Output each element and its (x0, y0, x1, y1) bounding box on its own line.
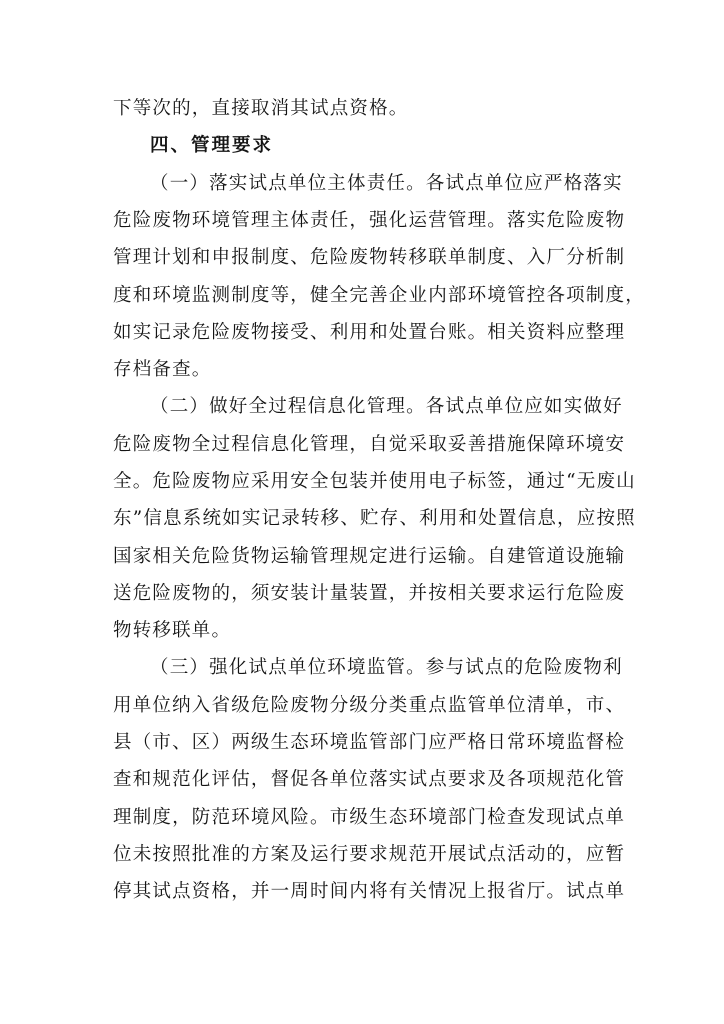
paragraph-line: 存档备查。 (113, 359, 212, 380)
paragraph-line: 县（市、区）两级生态环境监管部门应严格日常环境监督检 (113, 732, 626, 753)
paragraph-line: 危险废物环境管理主体责任，强化运营管理。落实危险废物 (113, 210, 626, 231)
paragraph-line: 如实记录危险废物接受、利用和处置台账。相关资料应整理 (113, 322, 626, 343)
paragraph-line: 管理计划和申报制度、危险废物转移联单制度、入厂分析制 (113, 247, 626, 268)
paragraph-line: 东”信息系统如实记录转移、贮存、利用和处置信息，应按照 (113, 508, 636, 529)
paragraph-line: 危险废物全过程信息化管理，自觉采取妥善措施保障环境安 (113, 434, 626, 455)
paragraph-line: 查和规范化评估，督促各单位落实试点要求及各项规范化管 (113, 769, 626, 790)
paragraph-line: 停其试点资格，并一周时间内将有关情况上报省厅。试点单 (113, 881, 626, 902)
paragraph-line: 下等次的，直接取消其试点资格。 (113, 98, 409, 119)
paragraph-line: （三）强化试点单位环境监管。参与试点的危险废物利 (150, 657, 623, 678)
paragraph-line: 度和环境监测制度等，健全完善企业内部环境管控各项制度， (113, 285, 645, 306)
paragraph-line: 位未按照批准的方案及运行要求规范开展试点活动的，应暂 (113, 844, 626, 865)
paragraph-line: 全。危险废物应采用安全包装并使用电子标签，通过“无废山 (113, 471, 636, 492)
section-heading: 四、管理要求 (150, 135, 274, 156)
paragraph-line: 理制度，防范环境风险。市级生态环境部门检查发现试点单 (113, 807, 626, 828)
paragraph-line: （二）做好全过程信息化管理。各试点单位应如实做好 (150, 396, 623, 417)
paragraph-line: 送危险废物的，须安装计量装置，并按相关要求运行危险废 (113, 583, 626, 604)
paragraph-line: 用单位纳入省级危险废物分级分类重点监管单位清单，市、 (113, 695, 626, 716)
paragraph-line: 国家相关危险货物运输管理规定进行运输。自建管道设施输 (113, 546, 626, 567)
paragraph-line: 物转移联单。 (113, 620, 232, 641)
paragraph-line: （一）落实试点单位主体责任。各试点单位应严格落实 (150, 173, 623, 194)
